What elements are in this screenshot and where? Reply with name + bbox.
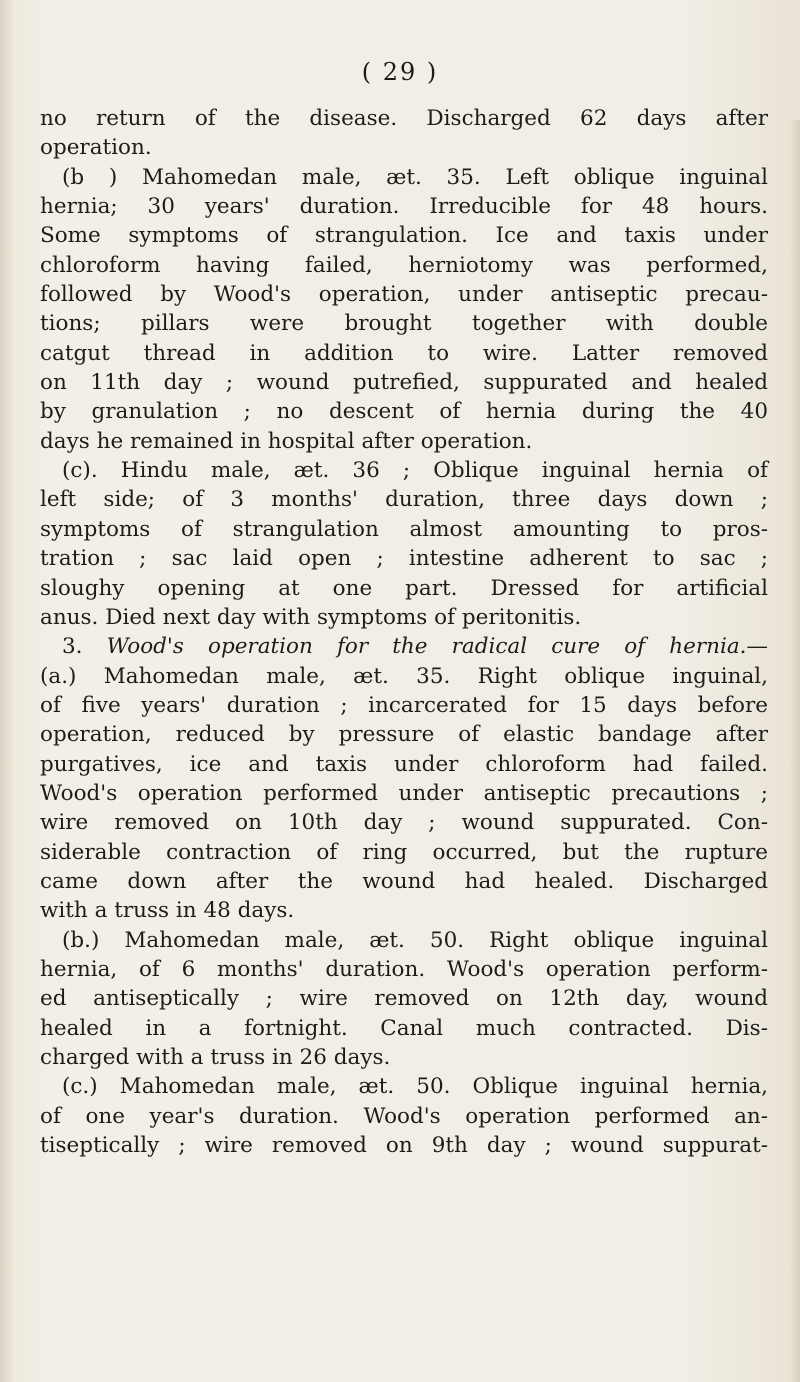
text-line: (b ) Mahomedan male, æt. 35. Left oblique inguinal <box>62 164 768 190</box>
text-line: Some symptoms of strangulation. Ice and taxis under <box>40 223 768 249</box>
text-line: operation. <box>40 135 152 161</box>
text-line: with a truss in 48 days. <box>40 898 295 924</box>
text-line: tiseptically ; wire removed on 9th day ; wound suppurat- <box>40 1133 768 1159</box>
text-line: of one year's duration. Wood's operation performed an- <box>40 1103 768 1129</box>
text-line: operation, reduced by pressure of elastic bandage after <box>40 722 768 748</box>
text-line: (b.) Mahomedan male, æt. 50. Right oblique inguinal <box>62 927 768 953</box>
text-line: (c). Hindu male, æt. 36 ; Oblique inguinal hernia of <box>62 458 768 484</box>
section-number: 3. <box>62 634 107 660</box>
text-line: (c.) Mahomedan male, æt. 50. Oblique inguinal hernia, <box>62 1074 768 1100</box>
text-line: sloughy opening at one part. Dressed for artificial <box>40 575 768 601</box>
text-line: days he remained in hospital after operation. <box>40 428 533 454</box>
section-title: Wood's operation for the radical cure of hernia.— <box>106 634 768 660</box>
page-gutter-shadow <box>0 0 14 1382</box>
text-line: on 11th day ; wound putrefied, suppurated and healed <box>40 370 768 396</box>
text-line: anus. Died next day with symptoms of peritonitis. <box>40 604 582 630</box>
page-number: ( 29 ) <box>361 58 439 86</box>
text-line: no return of the disease. Discharged 62 days after <box>40 106 768 131</box>
text-line: left side; of 3 months' duration, three days down ; <box>40 487 768 513</box>
text-line: wire removed on 10th day ; wound suppurated. Con- <box>40 810 768 836</box>
text-line: hernia, of 6 months' duration. Wood's operation perform- <box>40 956 768 982</box>
text-line: charged with a truss in 26 days. <box>40 1045 391 1070</box>
text-line: came down after the wound had healed. Discharged <box>40 868 768 894</box>
text-line: siderable contraction of ring occurred, but the rupture <box>40 839 768 865</box>
section-heading <box>40 632 768 661</box>
text-line: by granulation ; no descent of hernia during the 40 <box>40 399 768 425</box>
text-line: Wood's operation performed under antiseptic precautions ; <box>40 780 768 806</box>
text-line: chloroform having failed, herniotomy was performed, <box>40 252 768 278</box>
text-line: (a.) Mahomedan male, æt. 35. Right oblique inguinal, <box>40 663 768 689</box>
text-line: tration ; sac laid open ; intestine adherent to sac ; <box>40 546 768 572</box>
text-line: catgut thread in addition to wire. Latter removed <box>40 340 768 366</box>
text-line: of five years' duration ; incarcerated for 15 days before <box>40 692 768 718</box>
text-line: ed antiseptically ; wire removed on 12th day, wound <box>40 986 768 1012</box>
body-text <box>40 104 768 1160</box>
page-edge-shadow <box>790 120 800 1382</box>
text-line: symptoms of strangulation almost amounting to pros- <box>40 516 768 542</box>
text-line: tions; pillars were brought together with double <box>40 311 768 337</box>
text-line: followed by Wood's operation, under antiseptic precau- <box>40 282 768 308</box>
text-line: healed in a fortnight. Canal much contracted. Dis- <box>40 1015 768 1041</box>
text-line: purgatives, ice and taxis under chloroform had failed. <box>40 751 768 777</box>
text-line: hernia; 30 years' duration. Irreducible for 48 hours. <box>40 194 768 220</box>
